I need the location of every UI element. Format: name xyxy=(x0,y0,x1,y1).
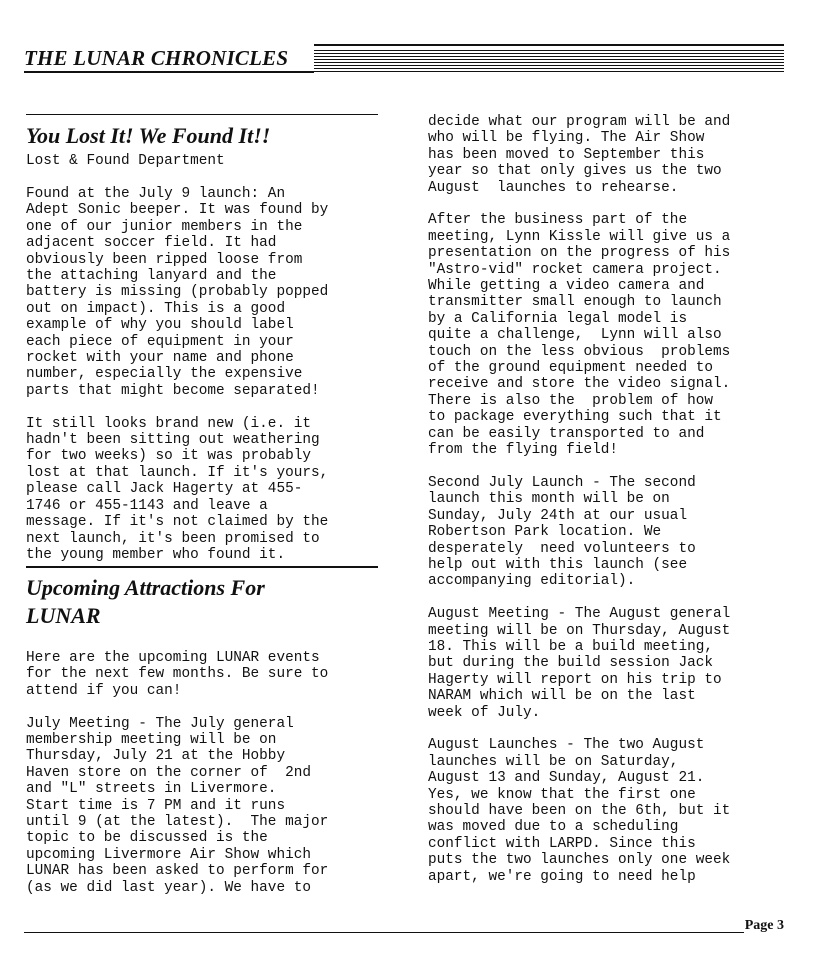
page-number: Page 3 xyxy=(744,918,784,933)
article1-top-rule xyxy=(26,114,378,115)
right-paragraph-3: Second July Launch - The second launch this month will be on Sunday, July 24th at our usual Robertson Park location. We desperately need volunteers to help out with this launch (see accompanying editorial). xyxy=(428,474,696,590)
masthead-top-rule xyxy=(314,44,784,46)
footer-rule xyxy=(24,932,744,933)
right-paragraph-4: August Meeting - The August general meeting will be on Thursday, August 18. This will be a build meeting, but during the build session Jack Hagerty will report on his trip to NARAM which will be on the last week of July. xyxy=(428,606,731,721)
masthead-decorative-lines xyxy=(314,50,784,72)
masthead-title: THE LUNAR CHRONICLES xyxy=(24,46,289,70)
article1-body xyxy=(26,186,386,580)
article1-paragraph-2: It still looks brand new (i.e. it hadn't been sitting out weathering for two weeks) so it was probably lost at that launch. If it's yours, please call Jack Hagerty at 455- 1746 or 455-1143 and leave a message. If it's not claimed by the next launch, it's been promised to the young member who found it. xyxy=(26,415,329,563)
article2-headline: Upcoming Attractions For LUNAR xyxy=(26,575,265,628)
article2-paragraph-2: July Meeting - The July general membership meeting will be on Thursday, July 21 at the Hobby Haven store on the corner of 2nd and "L" streets in Livermore. Start time is 7 PM and it runs until 9 (at the latest). The major topic to be discussed is the upcoming Livermore Air Show which LUNAR has been asked to perform for (as we did last year). We have to xyxy=(26,715,329,896)
page-footer xyxy=(24,918,784,938)
right-paragraph-2: After the business part of the meeting, Lynn Kissle will give us a presentation on the progress of his "Astro-vid" rocket camera project. While getting a video camera and transmitter small enough to launch by a California legal model is quite a challenge, Lynn will also touch on the less obvious problems of the ground equipment needed to receive and store the video signal. There is also the problem of how to package everything such that it can be easily transported to and from the flying field! xyxy=(428,212,731,459)
masthead xyxy=(24,44,784,74)
right-paragraph-1: decide what our program will be and who will be flying. The Air Show has been moved to September this year so that only gives us the two August launches to rehearse. xyxy=(428,114,731,196)
article1-byline: Lost & Found Department xyxy=(26,153,225,169)
article2-body xyxy=(26,650,386,912)
article1-paragraph-1: Found at the July 9 launch: An Adept Sonic beeper. It was found by one of our junior members in the adjacent soccer field. It had obviously been ripped loose from the attaching lanyard and the battery is missing (probably popped out on impact). This is a good example of why you should label each piece of equipment in your rocket with your name and phone number, especially the expensive parts that might become separated! xyxy=(26,186,329,399)
masthead-underline xyxy=(24,71,314,73)
right-paragraph-5: August Launches - The two August launches will be on Saturday, August 13 and Sunday, August 21. Yes, we know that the first one should have been on the 6th, but it was moved due to a scheduling conflict with LARPD. Since this puts the two launches only one week apart, we're going to need help xyxy=(428,737,731,885)
article2-paragraph-1: Here are the upcoming LUNAR events for the next few months. Be sure to attend if you can! xyxy=(26,650,329,699)
right-column-body xyxy=(428,114,798,901)
article1-headline: You Lost It! We Found It!! xyxy=(26,123,271,148)
article2-top-rule xyxy=(26,566,378,568)
